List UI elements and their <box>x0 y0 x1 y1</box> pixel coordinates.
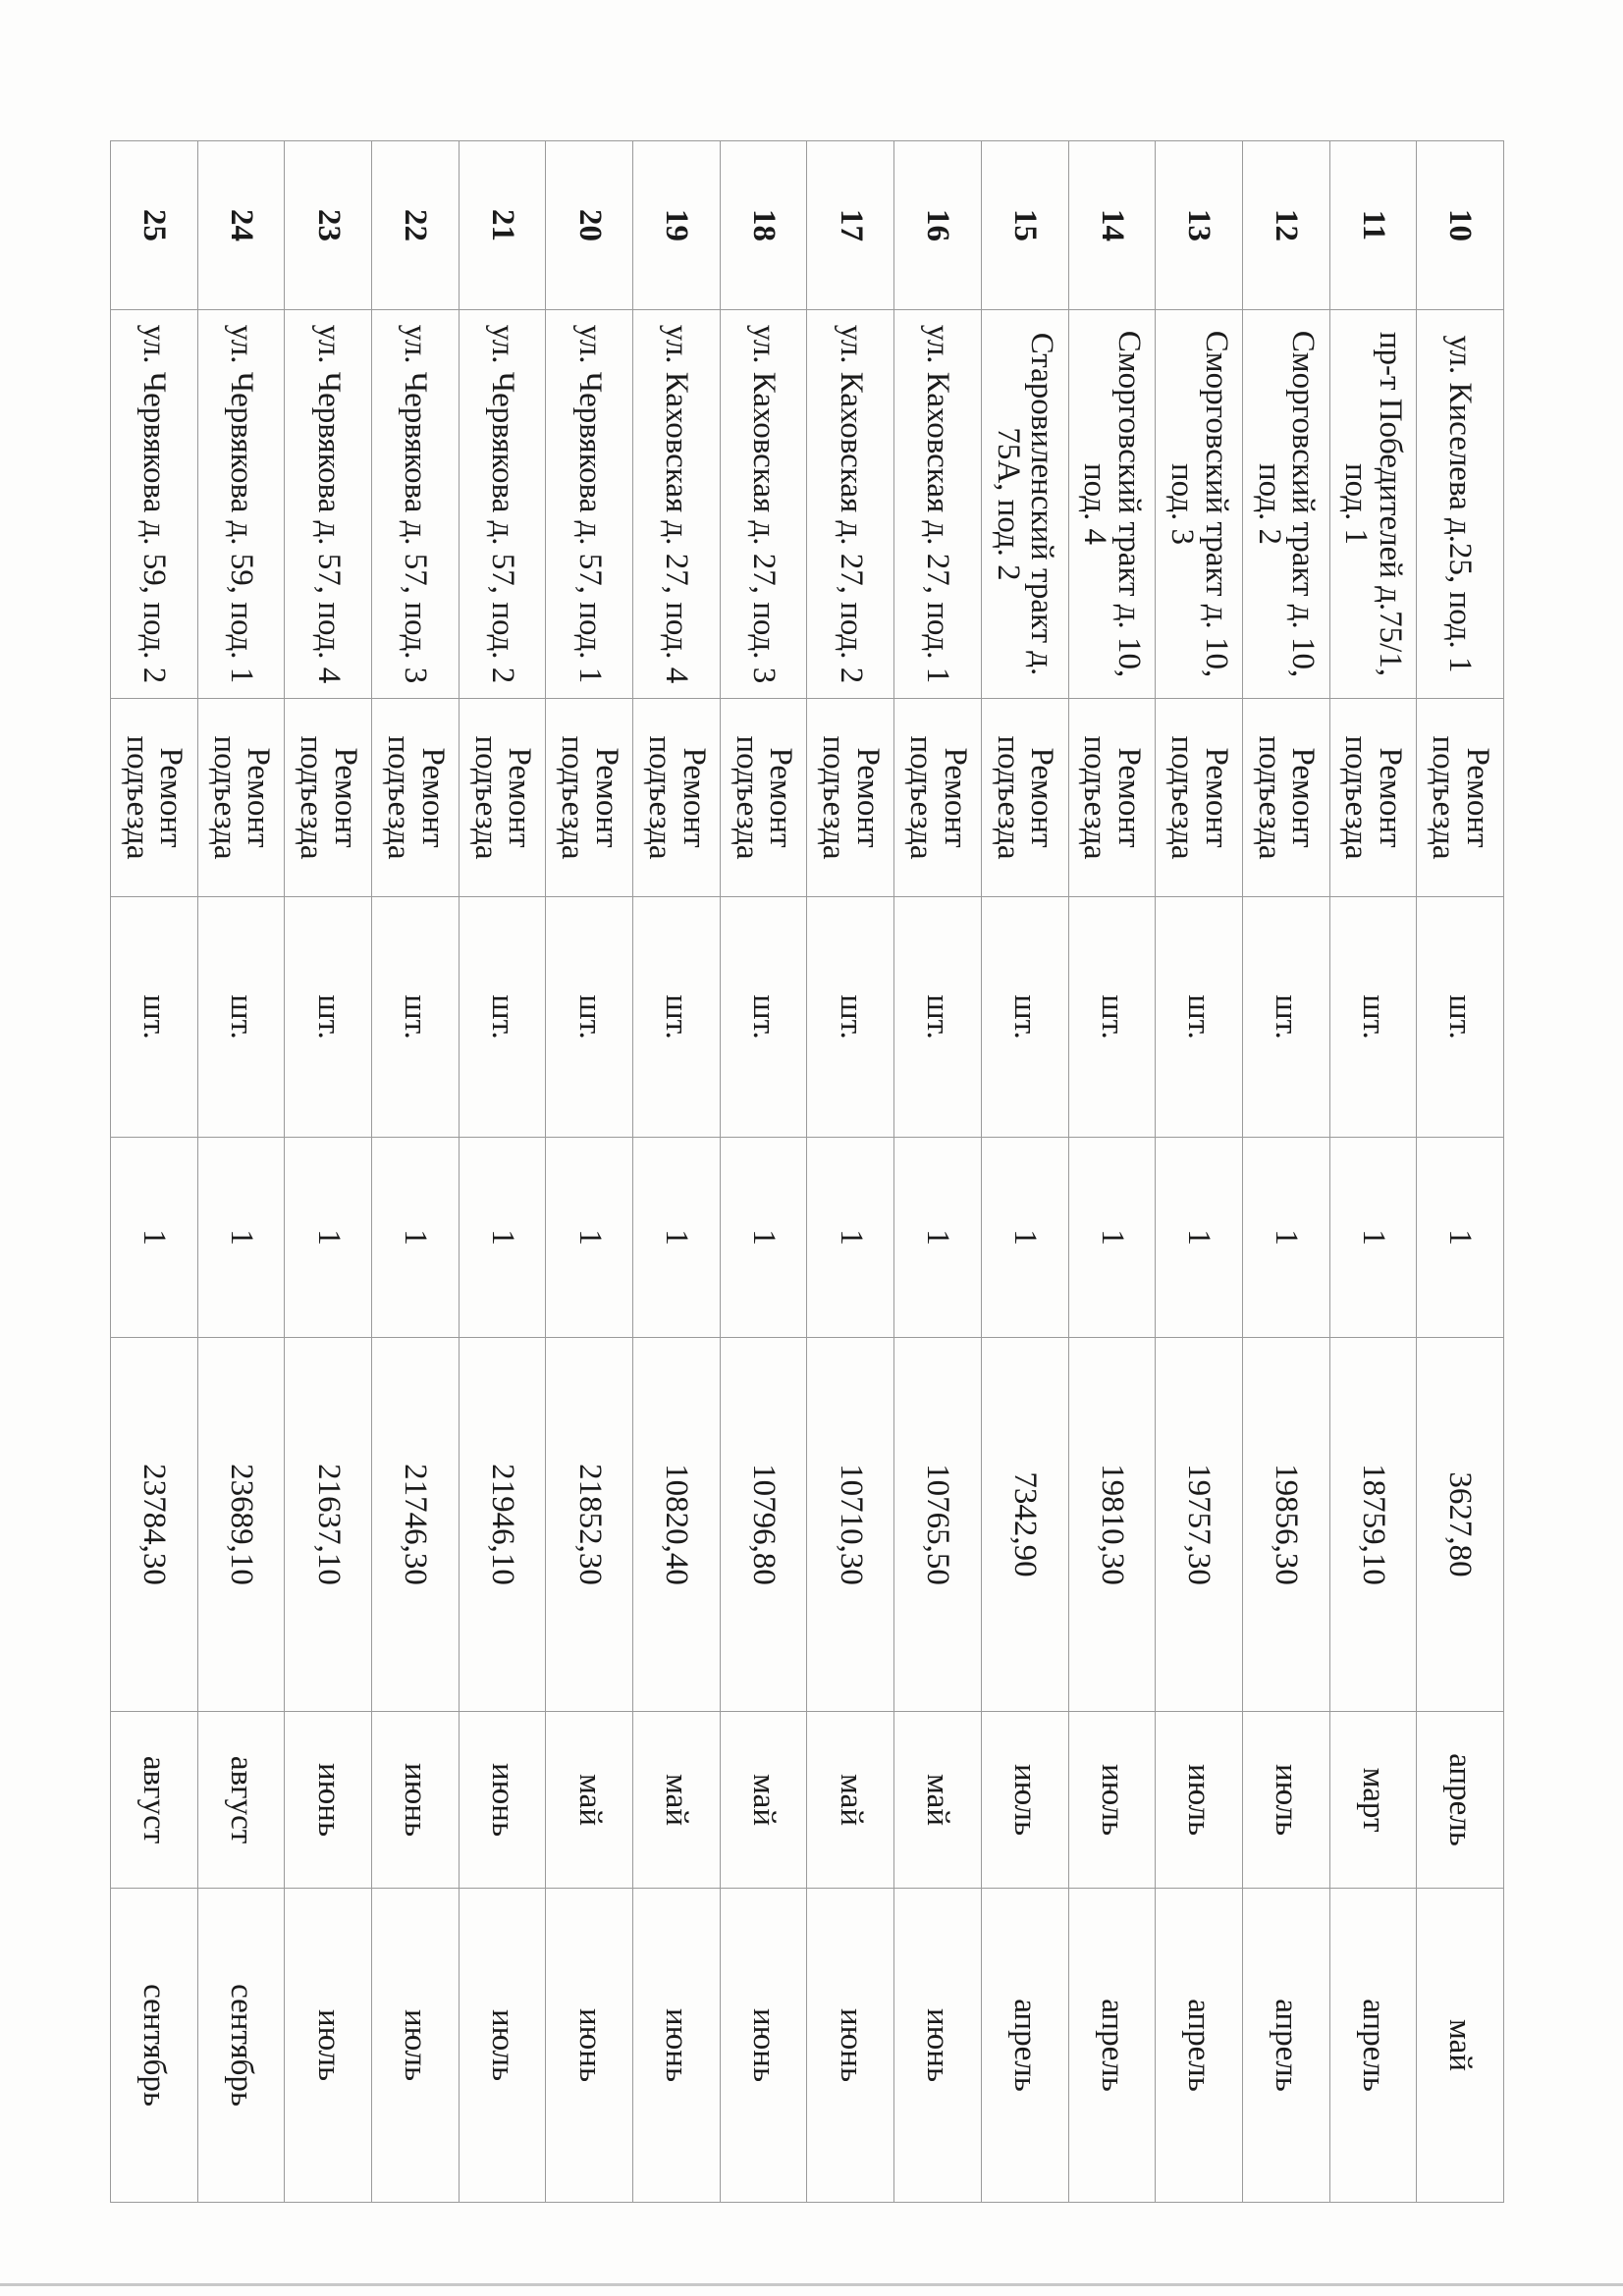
amount-cell: 19856,30 <box>1242 1338 1329 1712</box>
quantity-cell: 1 <box>1242 1138 1329 1338</box>
amount-cell: 23784,30 <box>111 1338 198 1712</box>
address-cell: ул. Червякова д. 57, под. 1 <box>546 310 633 699</box>
row-number: 21 <box>459 141 546 310</box>
end-month-cell: июль <box>459 1889 546 2203</box>
rotated-table <box>110 140 1504 2202</box>
unit-cell: шт. <box>372 897 460 1138</box>
start-month-cell: август <box>111 1712 198 1889</box>
end-month-cell: апрель <box>1068 1889 1156 2203</box>
address-cell: Старовиленский тракт д. 75А, под. 2 <box>981 310 1068 699</box>
end-month-cell: июль <box>285 1889 372 2203</box>
end-month-cell: июнь <box>894 1889 982 2203</box>
address-cell: ул. Каховская д. 27, под. 3 <box>720 310 807 699</box>
amount-cell: 21852,30 <box>546 1338 633 1712</box>
start-month-cell: май <box>633 1712 721 1889</box>
quantity-cell: 1 <box>1156 1138 1243 1338</box>
amount-cell: 19810,30 <box>1068 1338 1156 1712</box>
end-month-cell: апрель <box>981 1889 1068 2203</box>
end-month-cell: сентябрь <box>197 1889 285 2203</box>
unit-cell: шт. <box>197 897 285 1138</box>
start-month-cell: май <box>807 1712 894 1889</box>
start-month-cell: апрель <box>1417 1712 1504 1889</box>
unit-cell: шт. <box>1156 897 1243 1138</box>
row-number: 14 <box>1068 141 1156 310</box>
start-month-cell: июль <box>1242 1712 1329 1889</box>
start-month-cell: март <box>1329 1712 1417 1889</box>
row-number: 18 <box>720 141 807 310</box>
scan-edge-line <box>0 2283 1623 2286</box>
table-row <box>981 141 1068 2203</box>
address-cell: ул. Каховская д. 27, под. 2 <box>807 310 894 699</box>
amount-cell: 10710,30 <box>807 1338 894 1712</box>
table-row <box>459 141 546 2203</box>
quantity-cell: 1 <box>894 1138 982 1338</box>
unit-cell: шт. <box>807 897 894 1138</box>
table-row <box>372 141 460 2203</box>
table-row <box>633 141 721 2203</box>
unit-cell: шт. <box>459 897 546 1138</box>
address-cell: ул. Червякова д. 57, под. 4 <box>285 310 372 699</box>
work-type-cell: Ремонт подъезда <box>546 699 633 897</box>
work-type-cell: Ремонт подъезда <box>633 699 721 897</box>
start-month-cell: май <box>894 1712 982 1889</box>
table-row <box>285 141 372 2203</box>
work-type-cell: Ремонт подъезда <box>1242 699 1329 897</box>
start-month-cell: июнь <box>285 1712 372 1889</box>
work-type-cell: Ремонт подъезда <box>111 699 198 897</box>
address-cell: пр-т Победителей д.75/1, под. 1 <box>1329 310 1417 699</box>
address-cell: ул. Киселева д.25, под. 1 <box>1417 310 1504 699</box>
quantity-cell: 1 <box>981 1138 1068 1338</box>
quantity-cell: 1 <box>285 1138 372 1338</box>
end-month-cell: апрель <box>1242 1889 1329 2203</box>
start-month-cell: май <box>720 1712 807 1889</box>
table-row <box>1329 141 1417 2203</box>
row-number: 10 <box>1417 141 1504 310</box>
start-month-cell: июль <box>1068 1712 1156 1889</box>
row-number: 17 <box>807 141 894 310</box>
unit-cell: шт. <box>894 897 982 1138</box>
quantity-cell: 1 <box>720 1138 807 1338</box>
table-row <box>1156 141 1243 2203</box>
quantity-cell: 1 <box>807 1138 894 1338</box>
work-type-cell: Ремонт подъезда <box>894 699 982 897</box>
start-month-cell: май <box>546 1712 633 1889</box>
unit-cell: шт. <box>1068 897 1156 1138</box>
quantity-cell: 1 <box>111 1138 198 1338</box>
amount-cell: 23689,10 <box>197 1338 285 1712</box>
table-row <box>197 141 285 2203</box>
address-cell: Сморговский тракт д. 10, под. 3 <box>1156 310 1243 699</box>
table-row <box>546 141 633 2203</box>
row-number: 12 <box>1242 141 1329 310</box>
start-month-cell: август <box>197 1712 285 1889</box>
start-month-cell: июль <box>981 1712 1068 1889</box>
quantity-cell: 1 <box>1068 1138 1156 1338</box>
work-type-cell: Ремонт подъезда <box>197 699 285 897</box>
amount-cell: 3627,80 <box>1417 1338 1504 1712</box>
table-row <box>807 141 894 2203</box>
end-month-cell: июнь <box>546 1889 633 2203</box>
end-month-cell: июнь <box>720 1889 807 2203</box>
start-month-cell: июнь <box>372 1712 460 1889</box>
work-type-cell: Ремонт подъезда <box>459 699 546 897</box>
row-number: 23 <box>285 141 372 310</box>
quantity-cell: 1 <box>546 1138 633 1338</box>
unit-cell: шт. <box>546 897 633 1138</box>
row-number: 15 <box>981 141 1068 310</box>
row-number: 19 <box>633 141 721 310</box>
end-month-cell: май <box>1417 1889 1504 2203</box>
row-number: 20 <box>546 141 633 310</box>
row-number: 25 <box>111 141 198 310</box>
table-row <box>720 141 807 2203</box>
work-type-cell: Ремонт подъезда <box>1068 699 1156 897</box>
table-row <box>1242 141 1329 2203</box>
address-cell: ул. Каховская д. 27, под. 4 <box>633 310 721 699</box>
row-number: 13 <box>1156 141 1243 310</box>
work-type-cell: Ремонт подъезда <box>285 699 372 897</box>
end-month-cell: апрель <box>1329 1889 1417 2203</box>
unit-cell: шт. <box>1329 897 1417 1138</box>
amount-cell: 21946,10 <box>459 1338 546 1712</box>
start-month-cell: июнь <box>459 1712 546 1889</box>
unit-cell: шт. <box>981 897 1068 1138</box>
address-cell: ул. Червякова д. 59, под. 2 <box>111 310 198 699</box>
amount-cell: 21746,30 <box>372 1338 460 1712</box>
work-type-cell: Ремонт подъезда <box>1417 699 1504 897</box>
quantity-cell: 1 <box>1417 1138 1504 1338</box>
address-cell: Сморговский тракт д. 10, под. 2 <box>1242 310 1329 699</box>
work-type-cell: Ремонт подъезда <box>720 699 807 897</box>
unit-cell: шт. <box>720 897 807 1138</box>
quantity-cell: 1 <box>197 1138 285 1338</box>
row-number: 16 <box>894 141 982 310</box>
table-row <box>111 141 198 2203</box>
end-month-cell: апрель <box>1156 1889 1243 2203</box>
end-month-cell: сентябрь <box>111 1889 198 2203</box>
unit-cell: шт. <box>285 897 372 1138</box>
address-cell: ул. Червякова д. 59, под. 1 <box>197 310 285 699</box>
work-type-cell: Ремонт подъезда <box>807 699 894 897</box>
quantity-cell: 1 <box>372 1138 460 1338</box>
work-type-cell: Ремонт подъезда <box>1329 699 1417 897</box>
quantity-cell: 1 <box>1329 1138 1417 1338</box>
amount-cell: 10820,40 <box>633 1338 721 1712</box>
table-row <box>1068 141 1156 2203</box>
unit-cell: шт. <box>633 897 721 1138</box>
repair-schedule-table <box>110 140 1504 2203</box>
amount-cell: 10796,80 <box>720 1338 807 1712</box>
work-type-cell: Ремонт подъезда <box>372 699 460 897</box>
amount-cell: 10765,50 <box>894 1338 982 1712</box>
table-row <box>894 141 982 2203</box>
amount-cell: 18759,10 <box>1329 1338 1417 1712</box>
end-month-cell: июль <box>372 1889 460 2203</box>
address-cell: ул. Червякова д. 57, под. 3 <box>372 310 460 699</box>
row-number: 11 <box>1329 141 1417 310</box>
quantity-cell: 1 <box>633 1138 721 1338</box>
amount-cell: 21637,10 <box>285 1338 372 1712</box>
amount-cell: 19757,30 <box>1156 1338 1243 1712</box>
end-month-cell: июнь <box>633 1889 721 2203</box>
start-month-cell: июль <box>1156 1712 1243 1889</box>
address-cell: ул. Каховская д. 27, под. 1 <box>894 310 982 699</box>
quantity-cell: 1 <box>459 1138 546 1338</box>
row-number: 22 <box>372 141 460 310</box>
table-container <box>110 140 1504 2202</box>
address-cell: Сморговский тракт д. 10, под. 4 <box>1068 310 1156 699</box>
amount-cell: 7342,90 <box>981 1338 1068 1712</box>
row-number: 24 <box>197 141 285 310</box>
work-type-cell: Ремонт подъезда <box>981 699 1068 897</box>
end-month-cell: июнь <box>807 1889 894 2203</box>
unit-cell: шт. <box>111 897 198 1138</box>
address-cell: ул. Червякова д. 57, под. 2 <box>459 310 546 699</box>
table-row <box>1417 141 1504 2203</box>
unit-cell: шт. <box>1417 897 1504 1138</box>
unit-cell: шт. <box>1242 897 1329 1138</box>
work-type-cell: Ремонт подъезда <box>1156 699 1243 897</box>
